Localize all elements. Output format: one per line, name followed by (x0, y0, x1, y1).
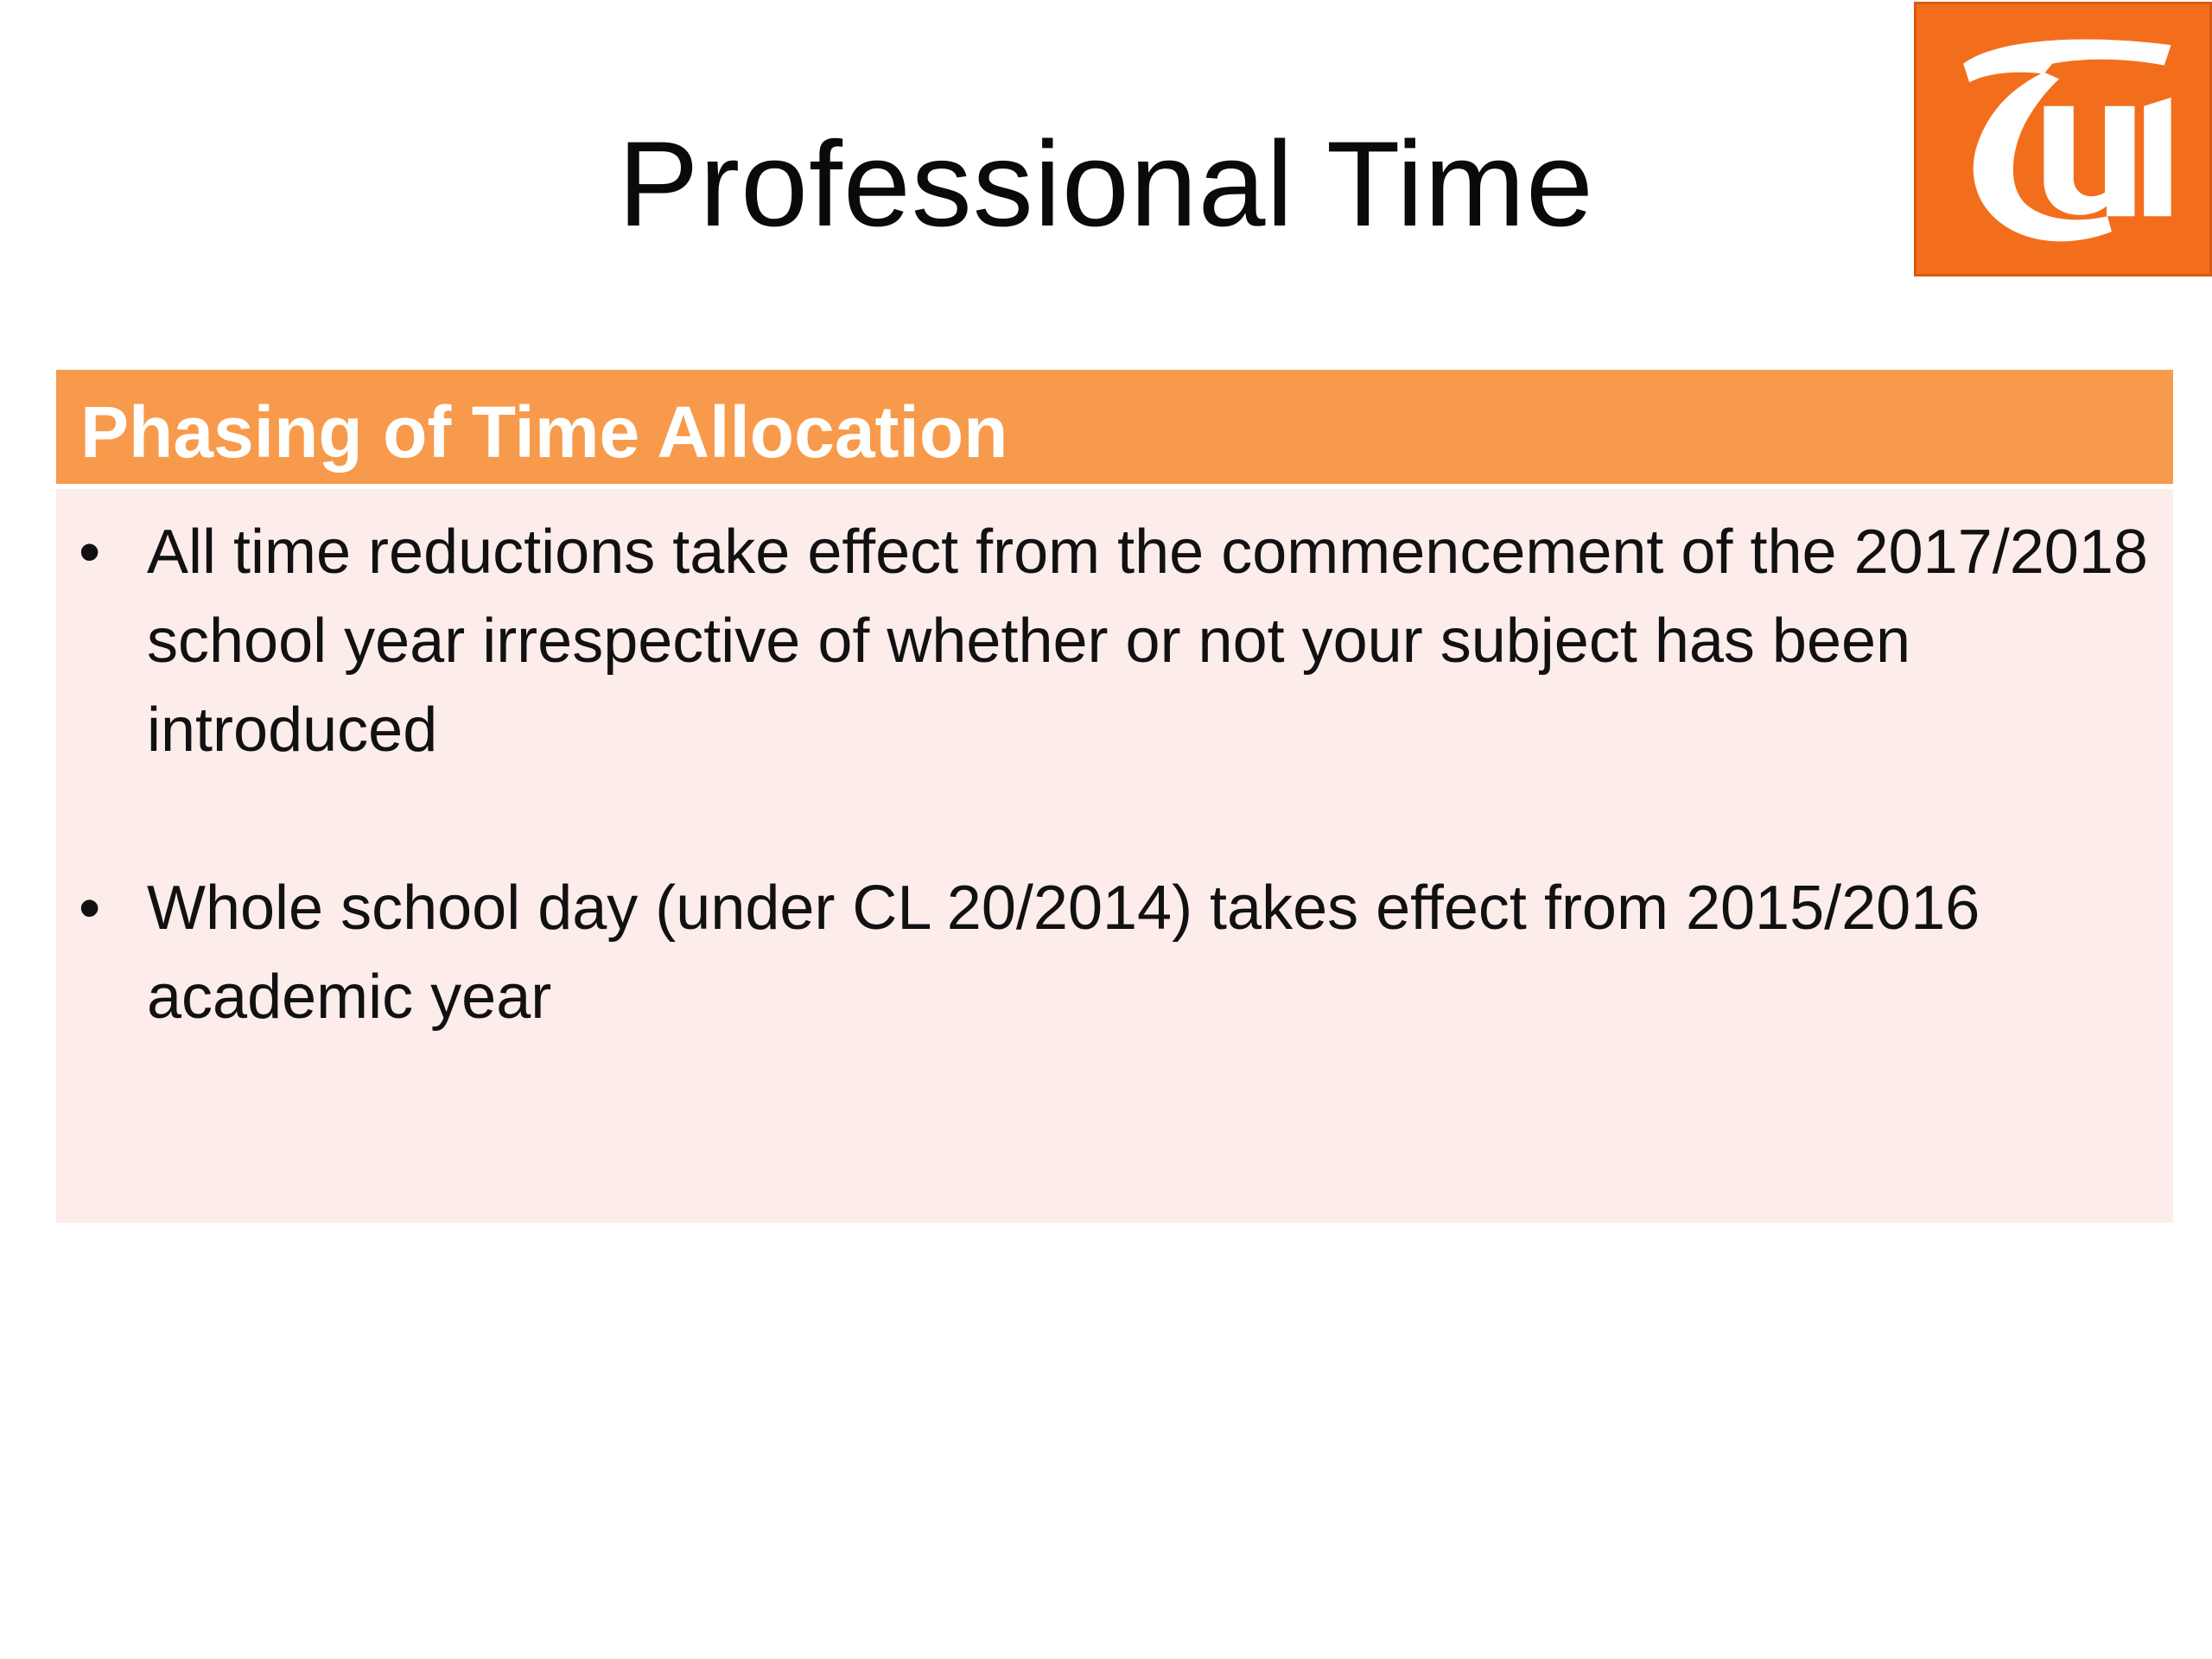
bullet-text: All time reductions take effect from the commencement of the 2017/2018 school year irrespective of whether or not your subject has been introduced (147, 518, 2148, 765)
panel-header (56, 370, 2173, 489)
bullet-list (56, 508, 2173, 1131)
panel-heading: Phasing of Time Allocation (80, 391, 1008, 473)
tui-logo (1914, 2, 2212, 276)
bullet-item (56, 864, 2173, 1042)
bullet-marker: • (79, 874, 101, 943)
bullet-item (56, 508, 2173, 775)
bullet-marker: • (79, 518, 101, 587)
content-panel (56, 370, 2173, 1223)
tui-logo-icon (1916, 4, 2209, 274)
bullet-text: Whole school day (under CL 20/2014) takes effect from 2015/2016 academic year (147, 874, 1980, 1032)
slide-title: Professional Time (618, 116, 1594, 251)
